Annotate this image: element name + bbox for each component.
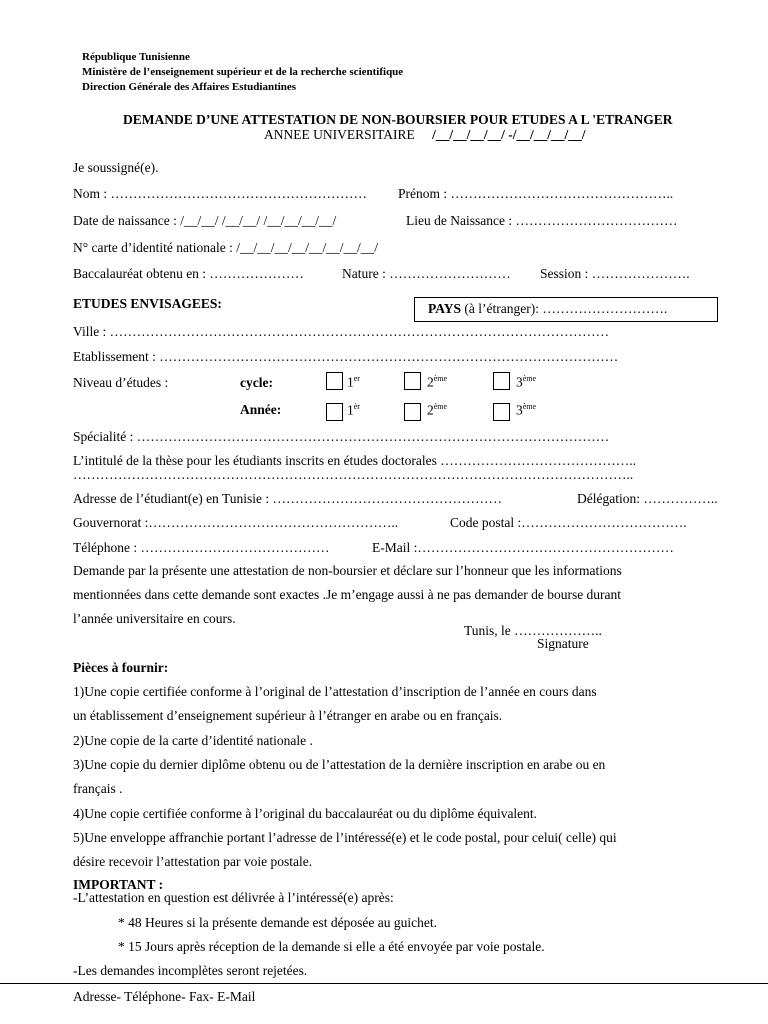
niveau-label: Niveau d’études : (73, 375, 169, 390)
annee-1-label: $1^{èr}$ (347, 402, 360, 418)
birth-date-field[interactable]: Date de naissance : /__/__/ /__/__/ /__/__/__/__/ (73, 213, 337, 228)
nom-field[interactable]: Nom : ………………………………………………… (73, 186, 368, 201)
cycle-2-label: 2ème (427, 374, 448, 390)
bac-session-field[interactable]: Session : …………………. (540, 266, 690, 281)
page-title: DEMANDE D’UNE ATTESTATION DE NON-BOURSIER POUR ETUDES A L 'ETRANGER (123, 112, 673, 127)
important-line-1: -L’attestation en question est délivrée à l’intéressé(e) après: (73, 890, 394, 905)
piece-line-7: 5)Une enveloppe affranchie portant l’adresse de l’intéressé(e) et le code postal, pour celui( celle) qui (73, 830, 617, 845)
pieces-title: Pièces à fournir: (73, 660, 169, 675)
delegation-field[interactable]: Délégation: …………….. (577, 491, 718, 506)
declaration-line-2: mentionnées dans cette demande sont exactes .Je m’engage aussi à ne pas demander de bourse durant (73, 587, 622, 602)
cycle-label: cycle: (240, 375, 273, 390)
header-republic: République Tunisienne (82, 51, 190, 63)
tunis-le-field[interactable]: Tunis, le ……………….. (464, 623, 602, 638)
academic-year-label: ANNEE UNIVERSITAIRE (264, 127, 415, 142)
cycle-3-checkbox[interactable] (493, 372, 510, 390)
gouvernorat-field[interactable]: Gouvernorat :……………………………………………….. (73, 515, 399, 530)
declaration-line-3: l’année universitaire en cours. (73, 611, 236, 626)
annee-3-checkbox[interactable] (493, 403, 510, 421)
these-field[interactable]: L’intitulé de la thèse pour les étudiants inscrits en études doctorales …………………………………….. (73, 453, 637, 468)
annee-3-label: 3ème (516, 402, 537, 418)
piece-line-8: désire recevoir l’attestation par voie postale. (73, 854, 313, 869)
annee-2-label: 2ème (427, 402, 448, 418)
footer-divider (0, 983, 768, 984)
cycle-1-checkbox[interactable] (326, 372, 343, 390)
bac-year-field[interactable]: Baccalauréat obtenu en : ………………… (73, 266, 304, 281)
piece-line-6: 4)Une copie certifiée conforme à l’original du baccalauréat ou du diplôme équivalent. (73, 806, 538, 821)
these-dots-line[interactable]: …………………………………………………………………………………………………………….. (73, 467, 634, 482)
etablissement-field[interactable]: Etablissement : ………………………………………………………………………………………… (73, 349, 619, 364)
pays-field[interactable] (428, 301, 667, 317)
ville-field[interactable]: Ville : ………………………………………………………………………………………………… (73, 324, 610, 339)
pays-label: PAYS (428, 301, 462, 316)
academic-year (264, 127, 586, 143)
piece-line-2: un établissement d’enseignement supérieur à l’étranger en arabe ou en français. (73, 708, 503, 723)
pays-text: (à l’étranger): ………………………. (461, 301, 668, 316)
important-bullet-1: * 48 Heures si la présente demande est déposée au guichet. (118, 915, 438, 930)
piece-line-4: 3)Une copie du dernier diplôme obtenu ou de l’attestation de la dernière inscription en arabe ou en (73, 757, 606, 772)
telephone-field[interactable]: Téléphone : …………………………………… (73, 540, 330, 555)
cin-field[interactable]: N° carte d’identité nationale : /__/__/__/__/__/__/__/__/ (73, 240, 378, 255)
etudes-title: ETUDES ENVISAGEES: (73, 296, 222, 311)
academic-year-field[interactable]: /__/__/__/__/ -/__/__/__/__/ (432, 127, 586, 142)
annee-label: Année: (240, 402, 282, 417)
adresse-field[interactable]: Adresse de l’étudiant(e) en Tunisie : …………………………………………… (73, 491, 502, 506)
email-field[interactable]: E-Mail :………………………………………………… (372, 540, 674, 555)
header-direction: Direction Générale des Affaires Estudiantines (82, 81, 297, 93)
piece-line-5: français . (73, 781, 123, 796)
important-title: IMPORTANT : (73, 877, 164, 892)
important-line-2: -Les demandes incomplètes seront rejetées. (73, 963, 308, 978)
piece-line-3: 2)Une copie de la carte d’identité nationale . (73, 733, 313, 748)
important-bullet-2: * 15 Jours après réception de la demande si elle a été envoyée par voie postale. (118, 939, 545, 954)
birth-place-field[interactable]: Lieu de Naissance : ……………………………… (406, 213, 678, 228)
cycle-2-checkbox[interactable] (404, 372, 421, 390)
bac-nature-field[interactable]: Nature : ……………………… (342, 266, 511, 281)
annee-1-checkbox[interactable] (326, 403, 343, 421)
footer-text: Adresse- Téléphone- Fax- E-Mail (73, 989, 256, 1004)
header-ministry: Ministère de l’enseignement supérieur et de la recherche scientifique (82, 66, 404, 78)
piece-line-1: 1)Une copie certifiée conforme à l’original de l’attestation d’inscription de l’année en cours dans (73, 684, 597, 699)
code-postal-field[interactable]: Code postal :………………………………. (450, 515, 687, 530)
cycle-3-label: 3ème (516, 374, 537, 390)
soussigne-text: Je soussigné(e). (73, 160, 159, 175)
declaration-line-1: Demande par la présente une attestation de non-boursier et déclare sur l’honneur que les informations (73, 563, 622, 578)
signature-label: Signature (537, 636, 589, 651)
prenom-field[interactable]: Prénom : ………………………………………….. (398, 186, 674, 201)
specialite-field[interactable]: Spécialité : …………………………………………………………………………………………… (73, 429, 610, 444)
cycle-1-label: 1er (347, 374, 360, 390)
annee-2-checkbox[interactable] (404, 403, 421, 421)
